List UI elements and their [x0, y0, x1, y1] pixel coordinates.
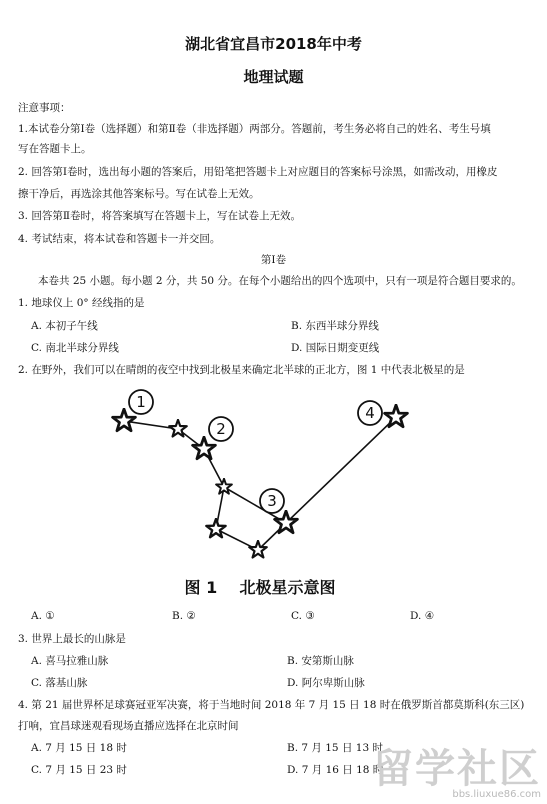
question-4-option-c: C. 7 月 15 日 23 时	[31, 764, 127, 776]
watermark	[373, 746, 541, 800]
question-3-option-d: D. 阿尔卑斯山脉	[287, 677, 365, 689]
section-intro: 本卷共 25 小题。每小题 2 分，共 50 分。在每个小题给出的四个选项中，只有一项是符合题目要求的。	[38, 275, 522, 287]
svg-text:4: 4	[365, 404, 375, 422]
marker-3	[260, 489, 284, 513]
star-icon	[113, 409, 136, 431]
marker-4	[358, 401, 382, 425]
svg-text:1: 1	[136, 393, 146, 411]
notice-2-line-1: 2. 回答第Ⅰ卷时，选出每小题的答案后，用铅笔把答题卡上对应题目的答案标号涂黑，如需改动，用橡皮	[18, 166, 498, 178]
star-icon	[193, 437, 216, 459]
question-1-option-b: B. 东西半球分界线	[291, 320, 379, 332]
exam-subtitle: 地理试题	[243, 68, 304, 86]
notice-2-line-2: 擦干净后，再选涂其他答案标号。写在试卷上无效。	[18, 188, 260, 200]
notice-1-line-2: 写在答题卡上。	[18, 143, 92, 155]
marker-2	[209, 417, 233, 441]
question-2-stem: 2. 在野外，我们可以在晴朗的夜空中找到北极星来确定北半球的正北方，图 1 中代表北极星的是	[18, 364, 465, 376]
question-3-option-b: B. 安第斯山脉	[287, 655, 354, 667]
question-1-option-a: A. 本初子午线	[31, 320, 98, 332]
question-2-option-c: C. ③	[291, 610, 315, 622]
svg-text:3: 3	[267, 492, 277, 510]
svg-text:2: 2	[216, 420, 226, 438]
exam-title: 湖北省宜昌市2018年中考	[185, 35, 362, 53]
watermark-logo: 留学社区	[373, 746, 541, 792]
question-4-stem-line-2: 打响，宜昌球迷观看现场直播应选择在北京时间	[18, 720, 239, 732]
circled-number-markers	[129, 390, 382, 513]
figure-caption: 图 1 北极星示意图	[184, 578, 336, 597]
constellation-lines	[124, 417, 396, 550]
question-2-option-a: A. ①	[31, 610, 55, 622]
question-4-option-a: A. 7 月 15 日 18 时	[31, 742, 127, 754]
star-icon	[206, 519, 225, 537]
question-2-option-d: D. ④	[410, 610, 435, 622]
marker-1	[129, 390, 153, 414]
notice-4: 4. 考试结束，将本试卷和答题卡一并交回。	[18, 233, 221, 245]
star-icon	[216, 479, 232, 494]
question-2-option-b: B. ②	[172, 610, 196, 622]
question-3-option-c: C. 落基山脉	[31, 677, 88, 689]
question-3-option-a: A. 喜马拉雅山脉	[31, 655, 109, 667]
watermark-url: bbs.liuxue86.com	[452, 789, 541, 800]
star-marks	[113, 405, 408, 557]
notice-3: 3. 回答第Ⅱ卷时，将答案填写在答题卡上，写在试卷上无效。	[18, 210, 301, 222]
star-icon	[385, 405, 408, 427]
question-4-option-d: D. 7 月 16 日 18 时	[287, 764, 384, 776]
question-1-option-c: C. 南北半球分界线	[31, 342, 119, 354]
polaris-figure	[100, 383, 420, 603]
section-title: 第Ⅰ卷	[260, 254, 287, 266]
question-1-option-d: D. 国际日期变更线	[291, 342, 380, 354]
question-3-stem: 3. 世界上最长的山脉是	[18, 633, 126, 645]
question-1-stem: 1. 地球仪上 0° 经线指的是	[18, 297, 145, 309]
notice-1-line-1: 1.本试卷分第Ⅰ卷（选择题）和第Ⅱ卷（非选择题）两部分。答题前，考生务必将自己的姓名、考生号填	[18, 123, 491, 135]
question-4-stem-line-1: 4. 第 21 届世界杯足球赛冠亚军决赛，将于当地时间 2018 年 7 月 15 日 18 时在俄罗斯首都莫斯科(东三区)	[18, 699, 525, 711]
question-4-option-b: B. 7 月 15 日 13 时	[287, 742, 383, 754]
notice-heading: 注意事项：	[18, 102, 71, 114]
big-dipper-diagram	[100, 383, 420, 603]
